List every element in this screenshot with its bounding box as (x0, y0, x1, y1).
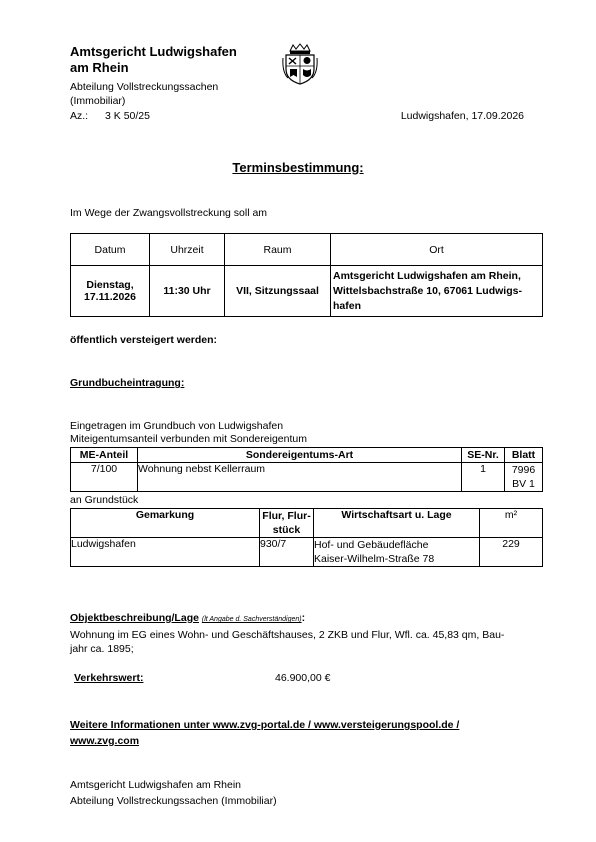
file-reference (70, 110, 150, 122)
parcel-cell: 930/7 (260, 538, 314, 567)
object-line2: jahr ca. 1895; (70, 643, 134, 655)
land-register-line2: Miteigentumsanteil verbunden mit Sondereigentum (70, 433, 307, 445)
footer (70, 777, 277, 809)
ownership-table (70, 447, 543, 492)
value-amount: 46.900,00 € (275, 672, 331, 684)
footer-line2: Abteilung Vollstreckungssachen (Immobiliar) (70, 795, 277, 807)
header-type: Sondereigentums-Art (138, 448, 462, 463)
place-date: Ludwigshafen, 17.09.2026 (400, 110, 524, 122)
appointment-place (331, 266, 543, 317)
header-date: Datum (71, 234, 150, 266)
date-value: 17.11.2026 (84, 291, 136, 303)
appointment-header-row (71, 234, 543, 266)
table-row (71, 463, 543, 492)
az-label: Az.: (70, 110, 89, 122)
header-parcel-line1: Flur, Flur- (262, 510, 311, 522)
court-name-line2: am Rhein (70, 60, 129, 75)
intro-text: Im Wege der Zwangsvollstreckung soll am (70, 207, 268, 219)
sheet-cell (505, 463, 543, 492)
more-info-line2[interactable]: www.zvg.com (70, 735, 140, 747)
district-cell: Ludwigshafen (71, 538, 260, 567)
document-title: Terminsbestimmung: (232, 160, 364, 175)
plot-header-row (71, 509, 543, 538)
header-area: m² (480, 509, 543, 538)
ownership-header-row (71, 448, 543, 463)
object-description (70, 628, 550, 656)
plot-table (70, 508, 543, 567)
header-parcel (260, 509, 314, 538)
appointment-time: 11:30 Uhr (150, 266, 225, 317)
object-note: (lt Angabe d. Sachverständigen) (201, 616, 302, 623)
appointment-date (71, 266, 150, 317)
header-district: Gemarkung (71, 509, 260, 538)
header-usage: Wirtschaftsart u. Lage (314, 509, 480, 538)
header-time: Uhrzeit (150, 234, 225, 266)
az-number: 3 K 50/25 (105, 110, 150, 122)
object-colon: : (301, 612, 306, 624)
header-room: Raum (225, 234, 331, 266)
se-nr-cell: 1 (462, 463, 505, 492)
auction-text: öffentlich versteigert werden: (70, 334, 218, 346)
usage-line2: Kaiser-Wilhelm-Straße 78 (314, 553, 435, 565)
value-label: Verkehrswert: (74, 672, 144, 684)
department (70, 80, 290, 108)
plot-label: an Grundstück (70, 494, 139, 506)
object-heading-line (70, 612, 305, 624)
department-line1: Abteilung Vollstreckungssachen (70, 81, 219, 93)
footer-line1: Amtsgericht Ludwigshafen am Rhein (70, 779, 242, 791)
appointment-room: VII, Sitzungssaal (225, 266, 331, 317)
table-row (71, 538, 543, 567)
place-line1: Amtsgericht Ludwigshafen am Rhein, (333, 269, 521, 282)
header-se-nr: SE-Nr. (462, 448, 505, 463)
land-register-heading: Grundbucheintragung: (70, 377, 185, 389)
sheet-number: 7996 (511, 464, 536, 476)
appointment-row (71, 266, 543, 317)
object-heading: Objektbeschreibung/Lage (70, 612, 199, 624)
department-line2: (Immobiliar) (70, 95, 126, 107)
header-sheet: Blatt (505, 448, 543, 463)
header-parcel-line2: stück (272, 524, 301, 536)
sheet-bv: BV 1 (512, 478, 535, 490)
share-cell: 7/100 (71, 463, 138, 492)
header-place: Ort (331, 234, 543, 266)
header-share: ME-Anteil (71, 448, 138, 463)
more-info-line1[interactable]: Weitere Informationen unter www.zvg-portal.de / www.versteigerungspool.de / (70, 719, 460, 731)
place-line2: Wittelsbachstraße 10, 67061 Ludwigs- (333, 284, 522, 297)
area-cell: 229 (480, 538, 543, 567)
usage-line1: Hof- und Gebäudefläche (314, 539, 429, 551)
type-cell: Wohnung nebst Kellerraum (138, 463, 462, 492)
land-register-line1: Eingetragen im Grundbuch von Ludwigshafen (70, 420, 284, 432)
date-weekday: Dienstag, (86, 279, 134, 291)
court-name (70, 44, 270, 76)
usage-cell (314, 538, 480, 567)
coat-of-arms-icon (282, 42, 318, 86)
place-line3: hafen (333, 299, 362, 312)
appointment-table (70, 233, 543, 317)
court-name-line1: Amtsgericht Ludwigshafen (70, 44, 237, 59)
object-line1: Wohnung im EG eines Wohn- und Geschäftshauses, 2 ZKB und Flur, Wfl. ca. 45,83 qm, Bau- (70, 629, 505, 641)
